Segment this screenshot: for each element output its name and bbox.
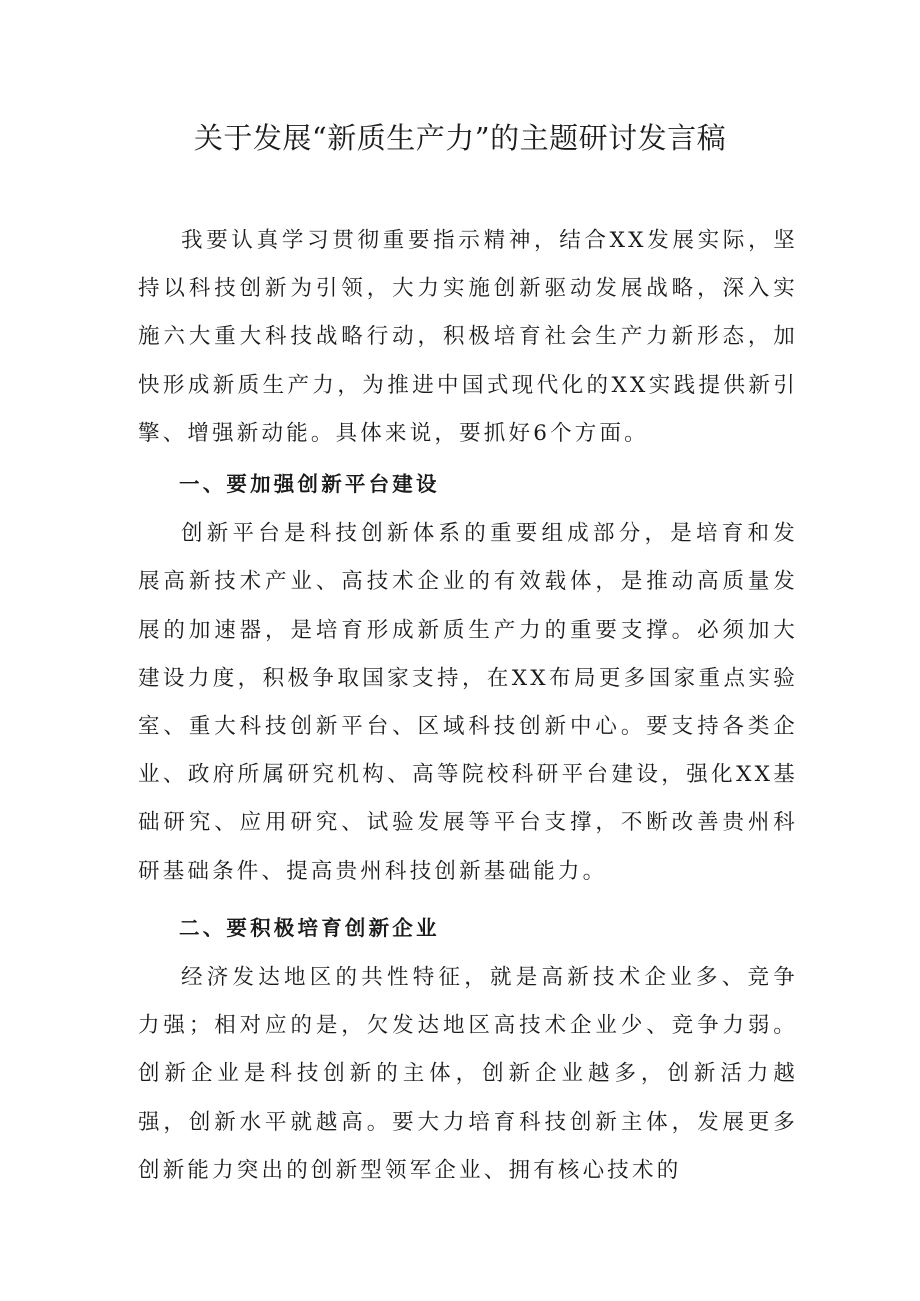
document-body: [138, 217, 798, 1195]
document-title: 关于发展“新质生产力”的主题研讨发言稿: [193, 121, 727, 155]
section-2-heading: 二、要积极培育创新企业: [179, 915, 440, 940]
intro-paragraph: 我要认真学习贯彻重要指示精神，结合XX发展实际，坚持以科技创新为引领，大力实施创新驱动发展战略，深入实施六大重大科技战略行动，积极培育社会生产力新形态，加快形成新质生产力，为推进中国式现代化的XX实践提供新引擎、增强新动能。具体来说，要抓好6个方面。: [138, 228, 798, 446]
section-1-heading: 一、要加强创新平台建设: [179, 472, 440, 497]
section-2-paragraph: 经济发达地区的共性特征，就是高新技术企业多、竞争力强；相对应的是，欠发达地区高技术企业少、竞争力弱。创新企业是科技创新的主体，创新企业越多，创新活力越强，创新水平就越高。要大力培育科技创新主体，发展更多创新能力突出的创新型领军企业、拥有核心技术的: [138, 965, 798, 1183]
section-1-paragraph: 创新平台是科技创新体系的重要组成部分，是培育和发展高新技术产业、高技术企业的有效载体，是推动高质量发展的加速器，是培育形成新质生产力的重要支撑。必须加大建设力度，积极争取国家支持，在XX布局更多国家重点实验室、重大科技创新平台、区域科技创新中心。要支持各类企业、政府所属研究机构、高等院校科研平台建设，强化XX基础研究、应用研究、试验发展等平台支撑，不断改善贵州科研基础条件、提高贵州科技创新基础能力。: [138, 521, 798, 884]
